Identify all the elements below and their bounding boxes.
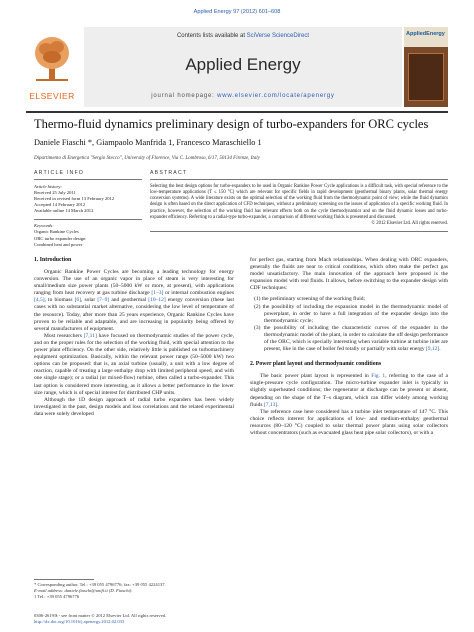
abstract-rule xyxy=(150,179,448,180)
article-authors: Daniele Fiaschi *, Giampaolo Manfrida 1, Francesco Maraschiello 1 xyxy=(34,138,262,147)
citation-link[interactable]: [4,5] xyxy=(34,297,45,304)
elsevier-wordmark: ELSEVIER xyxy=(29,91,75,101)
journal-title: Applied Energy xyxy=(185,55,301,74)
journal-cover-image xyxy=(404,27,448,107)
footnotes xyxy=(34,582,234,600)
abstract-bottom-rule xyxy=(150,231,448,232)
article-info-label: ARTICLE INFO xyxy=(34,170,85,176)
journal-citation[interactable]: Applied Energy 97 (2012) 601–608 xyxy=(193,9,281,15)
list-item: (3) the possibility of including the characteristic curves of the expander in the thermodynamic model of the plant, in order to calculate the off design performance of the ORC, which is specially interesting when variable turbine at turbine inlet are present, like in the case of boiler fed totally or partially with solar energy [9,12]. xyxy=(254,324,448,353)
keyword: ORC turbo expander design xyxy=(34,235,86,241)
keywords-label: Keywords: xyxy=(34,223,54,229)
journal-homepage xyxy=(84,93,402,99)
doi-link[interactable]: http://dx.doi.org/10.1016/j.apenergy.2012.02.033 xyxy=(34,619,125,624)
abstract-label: ABSTRACT xyxy=(150,170,188,176)
homepage-prefix: journal homepage: xyxy=(151,93,218,99)
history-item: Received in revised form 13 February 2012 xyxy=(34,196,115,201)
elsevier-tree-icon xyxy=(32,33,72,83)
list-item: (1) the preliminary screening of the working fluid; xyxy=(254,296,366,303)
info-rule xyxy=(34,179,142,180)
history-item: Available online 14 March 2012 xyxy=(34,208,94,214)
paragraph: for perfect gas, starting from Mach relationships. When dealing with ORC expanders, generally the fluids are near to critical conditions, which often make the perfect gas model unsatisfactory. The main innovation of the approach here proposed is the expansion model with real fluids. It allows, before switching to the expander design with CDF techniques: xyxy=(250,257,448,292)
contents-line xyxy=(84,33,402,39)
section-heading: 1. Introduction xyxy=(34,257,72,263)
keyword: Organic Rankine Cycles xyxy=(34,229,79,235)
cover-title: AppliedEnergy xyxy=(406,31,445,37)
history-item: Accepted 14 February 2012 xyxy=(34,202,86,208)
citation-link[interactable]: [7,11] xyxy=(83,332,97,339)
history-item: Received 25 July 2011 xyxy=(34,189,76,195)
keyword: Combined heat and power xyxy=(34,241,83,247)
footnote-email[interactable]: E-mail address: daniele.fiaschi@unifi.it (D. Fiaschi). xyxy=(34,588,133,593)
contents-prefix: Contents lists available at xyxy=(176,33,247,39)
abstract xyxy=(150,170,448,231)
footnote-rule xyxy=(34,579,94,580)
citation-link[interactable]: [7,13] xyxy=(263,401,278,408)
footnote-corresponding: * Corresponding author. Tel.: +39 055 4796776; fax: +39 055 4224137. xyxy=(34,582,166,587)
issn-line: 0306-2619/$ - see front matter © 2012 Elsevier Ltd. All rights reserved. xyxy=(34,613,167,618)
elsevier-logo xyxy=(26,27,78,107)
author-affiliation: Dipartimento di Energetica "Sergio Stecco", University of Florence, Via C. Lombroso, 6/17, 50134 Firenze, Italy xyxy=(34,156,260,161)
paragraph: Organic Rankine Power Cycles are becoming a leading technology for energy conversion. The use of an organic vapor in place of steam is very interesting for small/medium size power plants (50–5000 kW or more, at present), with applications ranging from heat recovery at gas turbine discharge [1–3] or internal combustion engines [4,5], to biomass [6], solar [7–9] and geothermal [10–12] energy conversion (these last cases with no substantial market alternative, considering the low level of temperature of the resource). Today, after more than 25 years experience, Organic Rankine Cycles have proven to be reliable and adaptable, and are increasing in popularity being offered by several manufacturers of equipment. xyxy=(34,269,234,332)
right-text-column xyxy=(250,257,448,437)
paragraph: The reference case here considered has a turbine inlet temperature of 147 °C. This choice reflects interest for applications of low- and medium-enthalpy geothermal resources (80–120 °C) coupled to solar thermal power plants using solar collectors without concentrators (such as evacuated glass heat pipe solar collectors), or with a xyxy=(250,408,448,436)
journal-masthead xyxy=(26,27,448,112)
citation-link[interactable]: [6] xyxy=(74,297,82,304)
citation-link[interactable]: [9,12] xyxy=(425,346,440,353)
left-text-column xyxy=(34,257,234,418)
figure-link[interactable]: Fig. 1 xyxy=(371,373,386,380)
paragraph: Although the 1D design approach of radial turbo expanders has been widely investigated in the past, design models and loss correlations and the related experimental data were solely developed xyxy=(34,396,234,417)
copyright-notice: © 2012 Elsevier Ltd. All rights reserved. xyxy=(371,221,448,227)
article-info xyxy=(34,170,142,248)
footnote-phone: 1 Tel.: +39 055 4796776 xyxy=(34,594,80,599)
list-item: (2) the possibility of including the expansion model in the thermodynamic model of powerplant, in order to have a full integration of the expander design into the thermodynamic cycle; xyxy=(254,303,448,324)
info-rule xyxy=(34,219,142,220)
article-title: Thermo-fluid dynamics preliminary design of turbo-expanders for ORC cycles xyxy=(34,117,429,131)
sciencedirect-link[interactable]: SciVerse ScienceDirect xyxy=(246,33,310,39)
history-label: Article history: xyxy=(34,183,62,189)
paragraph: Most researchers [7,11] have focused on thermodynamic studies of the power cycle, and on the proper rules for the selection of the working fluid, with special attention to the power plant efficiency. On the other side, relatively little is published on turbomachinery equipment optimization. Basically, within the relevant power range (50–5000 kW) two options can be proposed: that is, an axial turbine (usually, a unit with a low degree of reaction, capable of treating a large enthalpy drop with limited peripheral speed, and with one single stage); or a radial (or mixed-flow) turbine, often called a turbo-expander. This last option is considered more interesting, as it allows a better performance in the lower size range, which is of special interest for distributed CHP units. xyxy=(34,332,234,396)
citation-link[interactable]: [10–12] xyxy=(148,297,166,304)
citation-link[interactable]: [7–9] xyxy=(97,297,110,304)
front-matter-info xyxy=(34,613,234,625)
citation-link[interactable]: [1–3] xyxy=(151,290,164,297)
masthead-divider xyxy=(26,111,448,113)
abstract-text: Selecting the best design options for turbo-expanders to be used in Organic Rankine Power Cycle applications is a difficult task, with special reference to the low-temperature applications (T ≤ 150 °C) which are relevant for specific fields in rapid development (geothermal binary plants, solar thermal energy conversion systems). A wide literature exists on the optimal selection of the working fluid from the thermodynamic point of view; while the fluid dynamics design is often based on the direct application of CFD techniques, without a preliminary screening on the issues of application of a specific working fluid. In practice, however, the selection of the working fluid has relevant effects both on the cycle thermodynamics and on the fluid dynamic losses and turbo-expander efficiency. Referring to a radial-type turbo-expander, a comparison of different working fluids is presented and discussed. xyxy=(150,183,448,221)
journal-banner xyxy=(84,27,402,107)
section-heading: 2. Power plant layout and thermodynamic conditions xyxy=(250,361,382,368)
paragraph: The basic power plant layout is represented in Fig. 1, referring to the case of a single-pressure cycle configuration. The micro-turbine expander inlet is typically in slightly superheated conditions; the regenerator at discharge can be present or absent, depending on the shape of the T–s diagram, which can differ widely among working fluids [7,13]. xyxy=(250,373,448,408)
homepage-link[interactable]: www.elsevier.com/locate/apenergy xyxy=(217,93,335,99)
cover-artwork xyxy=(408,53,444,101)
